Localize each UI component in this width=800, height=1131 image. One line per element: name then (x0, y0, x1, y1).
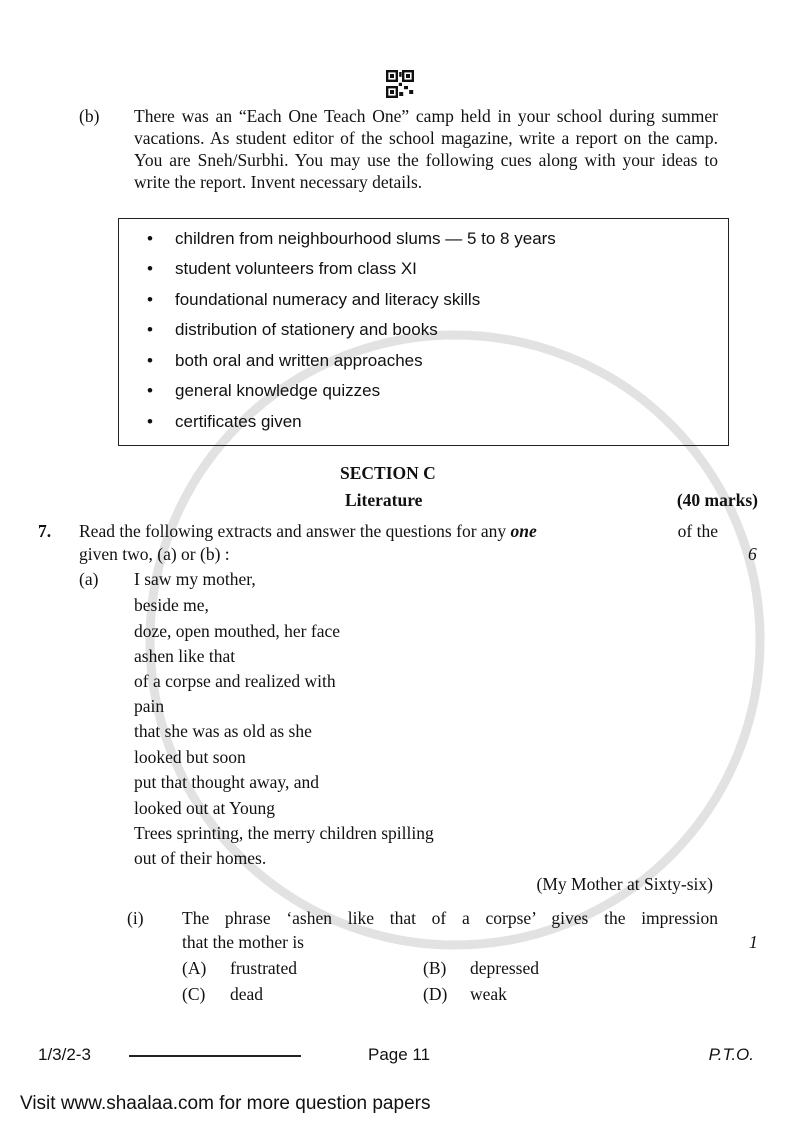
cues-box (118, 218, 729, 446)
poem-line: I saw my mother, (134, 569, 256, 589)
cue-item: general knowledge quizzes (175, 381, 381, 400)
bullet: • (147, 351, 153, 370)
poem-line: looked out at Young (134, 798, 275, 818)
poem-line: of a corpse and realized with (134, 671, 336, 691)
visit-link-text[interactable]: Visit www.shaalaa.com for more question papers (20, 1093, 431, 1114)
subquestion-label: (i) (127, 908, 144, 928)
question-text (79, 520, 718, 542)
poem-line: doze, open mouthed, her face (134, 621, 341, 641)
poem-line: Trees sprinting, the merry children spilling (134, 823, 434, 843)
option-label: (D) (423, 984, 448, 1004)
poem-line: looked but soon (134, 747, 246, 767)
subquestion-text-line2: that the mother is (182, 932, 304, 952)
section-marks: (40 marks) (676, 490, 758, 510)
question-number: 7. (38, 521, 52, 541)
poem-line: that she was as old as she (134, 721, 312, 741)
section-subtitle: Literature (345, 490, 423, 510)
cue-item: foundational numeracy and literacy skills (175, 290, 481, 309)
question-text: There was an “Each One Teach One” camp held in your school during summer vacations. As student editor of the school magazine, write a report on the camp. You are Sneh/Surbhi. You may use the following cues along with your ideas to write the report. Invent necessary details. (134, 106, 718, 192)
footer-divider (129, 1055, 301, 1057)
question-label: (b) (79, 106, 100, 126)
option-text: frustrated (230, 958, 298, 978)
poem-line: beside me, (134, 595, 209, 615)
poem-line: ashen like that (134, 646, 236, 666)
poem-line: put that thought away, and (134, 772, 320, 792)
paper-code: 1/3/2-3 (38, 1045, 91, 1064)
option-text: weak (470, 984, 507, 1004)
question-emphasis: one (510, 521, 537, 541)
qr-code-icon (386, 70, 414, 98)
subquestion-text: The phrase ‘ashen like that of a corpse’ gives the impression (182, 908, 718, 928)
poem-line: out of their homes. (134, 848, 267, 868)
option-text: dead (230, 984, 264, 1004)
cue-item: both oral and written approaches (175, 351, 423, 370)
option-text: depressed (470, 958, 540, 978)
bullet: • (147, 381, 153, 400)
cue-item: distribution of stationery and books (175, 320, 438, 339)
part-label: (a) (79, 569, 99, 589)
question-text-start: Read the following extracts and answer the questions for any (79, 521, 511, 541)
option-label: (C) (182, 984, 206, 1004)
cue-item: children from neighbourhood slums — 5 to 8 years (175, 229, 556, 248)
option-label: (A) (182, 958, 207, 978)
bullet: • (147, 320, 153, 339)
cue-item: certificates given (175, 412, 302, 431)
question-text-end: of the (673, 521, 718, 541)
bullet: • (147, 412, 153, 431)
option-label: (B) (423, 958, 447, 978)
section-title: SECTION C (340, 463, 436, 483)
question-text-line2: given two, (a) or (b) : (79, 544, 230, 564)
page-number: Page 11 (368, 1045, 431, 1064)
poem-line: pain (134, 696, 165, 716)
bullet: • (147, 259, 153, 278)
question-marks: 6 (748, 544, 757, 564)
cue-item: student volunteers from class XI (175, 259, 417, 278)
subquestion-marks: 1 (749, 932, 758, 952)
poem-source: (My Mother at Sixty-six) (536, 874, 713, 894)
pto-label: P.T.O. (708, 1045, 754, 1064)
bullet: • (147, 229, 153, 248)
bullet: • (147, 290, 153, 309)
